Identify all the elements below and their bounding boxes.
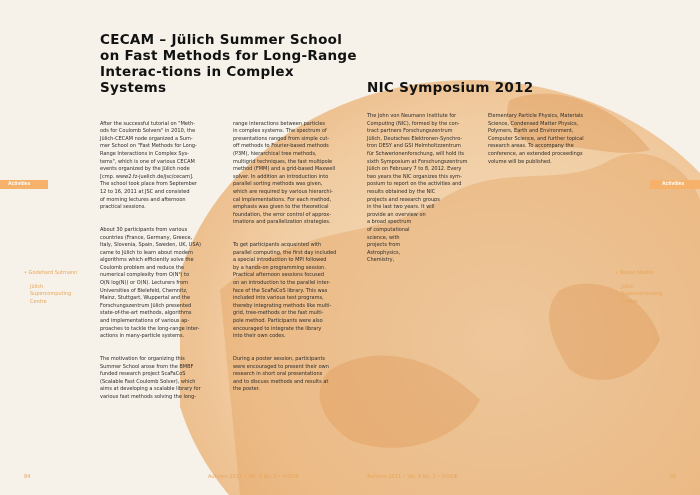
- section-tab-left: Activities: [0, 180, 48, 189]
- cecam-article-title: CECAM – Jülich Summer School on Fast Methods for Long-Range Interac-tions in Complex Systems: [100, 32, 357, 96]
- cecam-author-name: • Godehard Sutmann: [24, 270, 78, 276]
- right-issue-info: Autumn 2011 • Vol. 9 No. 2 • inSiDE: [367, 474, 458, 480]
- nic-author-name: • Walter Nadler: [615, 270, 654, 276]
- left-page-number: 84: [24, 474, 31, 480]
- nic-column-2: Elementary Particle Physics, Materials Science, Condensed Matter Physics, Polymers, Earth and Environment, Computer Science, and further topical research areas. To accompany the conference, an extended proceedings volume will be published.: [488, 113, 584, 165]
- nic-author-affiliation: Jülich Supercomputing Centre: [621, 283, 663, 305]
- cecam-author: [24, 270, 77, 306]
- cecam-paragraph-2: About 30 participants from various countries (France, Germany, Greece, Italy, Slovenia, Spain, Sweden, UK, USA) came to Jülich to learn about modern algorithms which efficiently solve the Coulomb problem and reduce the numerical complexity from O(N²) to O(N log(N)) or O(N). Lecturers from Universities of Bielefeld, Chemnitz, Mainz, Stuttgart, Wuppertal and the Forschungszentrum Jülich presented state-of-the-art methods, algorithms and implementations of various ap- proaches to tackle the long-range inter- actions in many-particle systems.: [100, 226, 201, 340]
- cecam-paragraph-3: The motivation for organizing this Summer School arose from the BMBF funded research project ScaFaCoS (Scalable Fast Coulomb Solver), which aims at developing a scalable library for various fast methods solving the long-: [100, 356, 201, 400]
- cecam-paragraph-5: To get participants acquainted with parallel computing, the first day included a special introduction to MPI followed by a hands-on programming session. Practical afternoon sessions focused on an introduction to the parallel inter- face of the ScaFaCoS library. This was included into various test programs, thereby integrating methods like multi- grid, tree-methods or the fast multi- pole method. Participants were also encouraged to integrate the library into their own codes.: [233, 242, 337, 340]
- cecam-column-1: [100, 113, 218, 417]
- cecam-author-affiliation: Jülich Supercomputing Centre: [30, 283, 72, 305]
- section-tab-right: Activities: [650, 180, 700, 189]
- cecam-column-2: [233, 113, 351, 409]
- nic-column-1: The John von Neumann Institute for Computing (NIC), formed by the con- tract partners Forschungszentrum Jülich, Deutsches Elektronen-Synchro- tron DESY and GSI Helmholtzzentrum für Schwerionenforschung, will hold its sixth Symposium at Forschungszentrum Jülich on February 7 to 8, 2012. Every two years the NIC organizes this sym- posium to report on the activities and results obtained by the NIC projects and research groups in the last two years. It will provide an overview on a broad spectrum of computational science, with projects from Astrophysics, Chemistry,: [367, 113, 468, 264]
- cecam-paragraph-4: range interactions between particles in complex systems. The spectrum of presentations ranged from simple cut- off methods to Fourier-based methods (P3M), hierarchical tree methods, multigrid techniques, the fast multipole method (FMM) and a grid-based Maxwell solver. In addition an introduction into parallel sorting methods was given, which are required by various hierarchi- cal implementations. For each method, emphasis was given to the theoretical foundation, the error control of approx- imations and parallelization strategies.: [233, 120, 336, 226]
- nic-author: [615, 270, 662, 306]
- cecam-paragraph-6: During a poster session, participants were encouraged to present their own research in short oral presentations and to discuss methods and results at the poster.: [233, 356, 329, 393]
- left-issue-info: Autumn 2011 • Vol. 9 No. 2 • inSiDE: [208, 474, 299, 480]
- right-page-number: 85: [670, 474, 677, 480]
- nic-article-title: NIC Symposium 2012: [367, 80, 534, 96]
- cecam-paragraph-1: After the successful tutorial on "Meth- ods for Coulomb Solvers" in 2010, the Jülich-CECAM node organized a Sum- mer School on "Fast Methods for Long- Range Interactions in Complex Sys- tems", which is one of various CECAM events organized by the Jülich node [cmp. www2.fz-juelich.de/jsc/cecam]. The school took place from September 12 to 16, 2011 at JSC and consisted of morning lectures and afternoon practical sessions.: [100, 120, 197, 211]
